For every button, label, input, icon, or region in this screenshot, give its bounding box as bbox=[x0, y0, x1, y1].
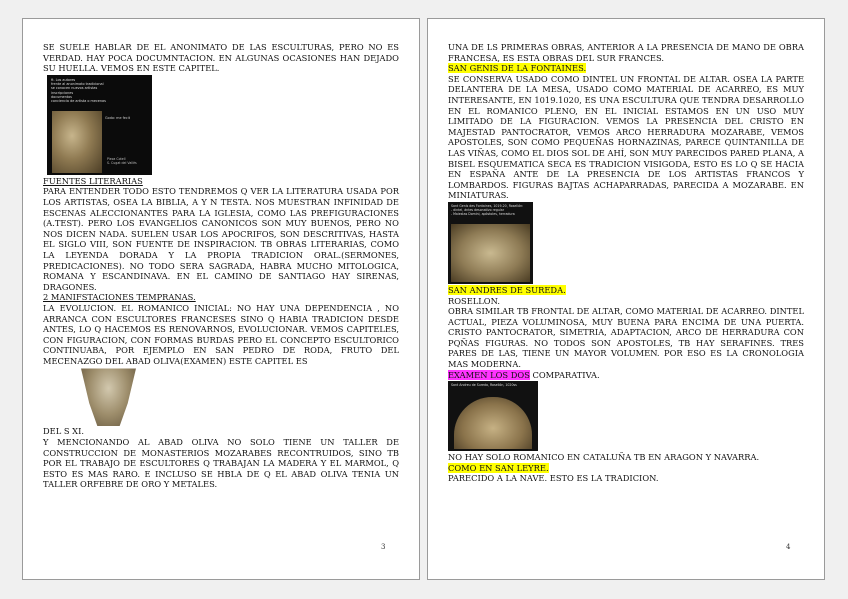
image-caption-line: - Maiestas Domini, apóstoles, herradura bbox=[451, 211, 515, 216]
image-caption-line: Sant Genís des Fontaines, 1019-20, Rosellón: bbox=[451, 203, 524, 208]
image-caption-line: inscripciones bbox=[51, 90, 74, 95]
san-andres-lintel-image bbox=[448, 381, 538, 451]
page-4-paragraph-3: NO HAY SOLO ROMANICO EN CATALUÑA TB EN ARAGON Y NAVARRA. bbox=[448, 452, 760, 463]
heading-manifestaciones: 2 MANIFSTACIONES TEMPRANAS. bbox=[43, 292, 196, 303]
image-caption-line: conciencia de artista o mecenas bbox=[51, 99, 106, 104]
page-3-intro: SE SUELE HABLAR DE EL ANONIMATO DE LAS ESCULTURAS, PERO NO ES VERDAD. HAY POCA DOCUMNTACION. EN ALGUNAS OCASIONES HAN DEJADO SU HUELLA. VEMOS EN ESTE CAPITEL. bbox=[43, 42, 399, 74]
image-foot-line: S. Cugat del Vallès bbox=[107, 160, 137, 165]
capitel-photo bbox=[81, 368, 136, 426]
subheading-rosellon: ROSELLON. bbox=[448, 295, 500, 306]
page-4-intro: UNA DE LS PRIMERAS OBRAS, ANTERIOR A LA PRESENCIA DE MANO DE OBRA FRANCESA, ES ESTA OBRAS DEL SUR FRANCES. bbox=[448, 42, 804, 63]
capitel-inscription-image bbox=[47, 75, 152, 175]
image-foot-caption bbox=[107, 157, 137, 165]
page-number: 4 bbox=[786, 543, 791, 551]
image-caption-line: - dintel, ántes desonativo regular bbox=[451, 207, 505, 212]
image-caption-lines bbox=[451, 383, 533, 387]
image-foot-line: Pieza Cotell bbox=[107, 156, 126, 161]
page-4-paragraph-1: SE CONSERVA USADO COMO DINTEL UN FRONTAL DE ALTAR. OSEA LA PARTE DELANTERA DE LA MESA, USADO COMO MATERIAL DE ACARREO, ES MUY INTERESANTE, EN 1019.1020, ES UNA ESCULTURA QUE TENDRA DESARROLLO EN EL ROMANICO PLENO, EN EL INICIAL ESTAMOS EN UN USO MUY LIMITADO DE LA FIGURACION. VEMOS LA PRESENCIA DEL CRISTO EN MAJESTAD PANTOCRATOR, VEMOS ARCO HERRADURA MOZARABE, VEMOS APOSTOLES, SON COMO PEQUEÑAS HORNAZINAS, PARECE QUINTANILLA DE LAS VIÑAS, COMO EL DIOS SOL DE AHÍ, SON MUY PARECIDOS PARED PLANA, A BISEL ESQUEMATICA SECA ES TRADICION VISIGODA, ESTO ES LO Q SE HACIA EN ESPAÑA ANTE DE LA PRESENCIA DE LOS ARTISTAS FRANCOS Y LOMBARDOS. FIGURAS BAJTAS ACHAPARRADAS, PARECIDA A MOZARABE. EN MINIATURAS. bbox=[448, 73, 804, 201]
arch-relief-photo bbox=[454, 397, 532, 449]
page-3-paragraph-2: LA EVOLUCION. EL ROMANICO INICIAL: NO HAY UNA DEPENDENCIA , NO ARRANCA CON ESCULTORES FRANCESES SINO Q HABIA TRADICION DESDE ANTES, LO Q HACEMOS ES RENOVARNOS, EVOLUCIONAR. VEMOS CAPITELES, CON FIGURACION, CON FORMAS BURDAS PERO EL CONCEPTO ESCULTORICO CONTINUABA, POR EJEMPLO EN SAN PEDRO DE RODA, FRUTO DEL MECENAZGO DEL ABAD OLIVA(EXAMEN) ESTE CAPITEL ES bbox=[43, 302, 399, 366]
page-number: 3 bbox=[381, 543, 386, 551]
document-page-3 bbox=[22, 18, 420, 580]
exam-note bbox=[448, 370, 804, 381]
image-caption-line: se conocen nuevos artistas bbox=[51, 86, 98, 91]
image-caption-lines bbox=[451, 204, 526, 216]
page-4-text-column bbox=[448, 42, 804, 484]
page-4-paragraph-2: OBRA SIMILAR TB FRONTAL DE ALTAR, COMO MATERIAL DE ACARREO. DINTEL ACTUAL, PIEZA VOLUMINOSA, MUY BUENA PARA ENCIMA DE UNA PUERTA. CRISTO PANTOCRATOR, SIMETRIA, ADAPTACION, ARCO DE HERRADURA CON PQÑAS FIGURAS. NO TODOS SON APOSTOLES, TB HAY SERAFINES. TRES PARES DE LAS, TIENE UN MAYOR VOLUMEN. POR ESO ES LA CRONOLOGIA MAS MODERNA. bbox=[448, 306, 804, 370]
image-caption-lines bbox=[51, 78, 107, 104]
capitel-shape bbox=[81, 368, 136, 426]
image-caption-line: ft. Los autores bbox=[51, 77, 76, 82]
page-3-paragraph-3: Y MENCIONANDO AL ABAD OLIVA NO SOLO TIENE UN TALLER DE CONSTRUCCION DE MONASTERIOS MOZARABES RECONTRUIDOS, SINO TB POR EL TRABAJO DE ESCULTORES Q TRABAJAN LA MADERA Y EL MARMOL, Q ESTO ES MAS RARO. E INCLUSO SE HBLA DE Q EL ABAD OLIVA TENIA UN TALLER ORFEBRE DE ORO Y METALES. bbox=[43, 437, 399, 490]
image-caption-line: Sant Andreu de Sureda, Rosellón, 1020ss bbox=[451, 383, 517, 388]
page-3-century-note: DEL S XI. bbox=[43, 426, 84, 437]
document-page-4 bbox=[427, 18, 825, 580]
heading-san-andres: SAN ANDRES DE SUREDA. bbox=[448, 284, 566, 295]
san-genis-lintel-image bbox=[448, 202, 533, 284]
image-caption-line: documentos bbox=[51, 94, 72, 99]
image-caption-line: frente al anonimato tradicional bbox=[51, 82, 104, 87]
exam-highlight: EXAMEN LOS DOS bbox=[448, 369, 530, 380]
page-3-text-column bbox=[43, 42, 399, 490]
image-side-caption: Godo: me fecit bbox=[105, 115, 131, 120]
capitel-relief-photo bbox=[52, 111, 102, 173]
page-3-paragraph-1: PARA ENTENDER TODO ESTO TENDREMOS Q VER LA LITERATURA USADA POR LOS ARTISTAS, OSEA LA BIBLIA, A Y N TESTA. NOS MUESTRAN INFINIDAD DE ESCENAS ALECCIONANTES PARA LA IGLESIA, COMO LAS PREFIGURACIONES (A.TEST). PERO LOS EVANGELIOS CANONICOS SON MUY BUENOS, PERO NO NOS DICEN NADA. SUELEN USAR LOS APOCRIFOS, SON DESCRITIVAS, HASTA EL SIGLO VIII, SON FUENTE DE INSPIRACION. TB OBRAS LITERARIAS, COMO LA LEYENDA DORADA Y LA PROPIA TRADICION ORAL.(SERMONES, PREDICACIONES). NO TODO SERA SAGRADA, HABRA MUCHO MITOLOGICA, ROMANA Y ESCANDINAVA. EN EL CAMINO DE SANTIAGO HAY SIRENAS, DRAGONES. bbox=[43, 186, 399, 292]
heading-fuentes-literarias: FUENTES LITERARIAS bbox=[43, 175, 143, 186]
exam-rest: COMPARATIVA. bbox=[529, 369, 600, 380]
heading-san-leyre: COMO EN SAN LEYRE. bbox=[448, 462, 549, 473]
lintel-relief-photo bbox=[451, 224, 530, 282]
heading-san-genis: SAN GENIS DE LA FONTAINES. bbox=[448, 63, 587, 74]
page-4-paragraph-4: PARECIDO A LA NAVE. ESTO ES LA TRADICION. bbox=[448, 473, 659, 484]
